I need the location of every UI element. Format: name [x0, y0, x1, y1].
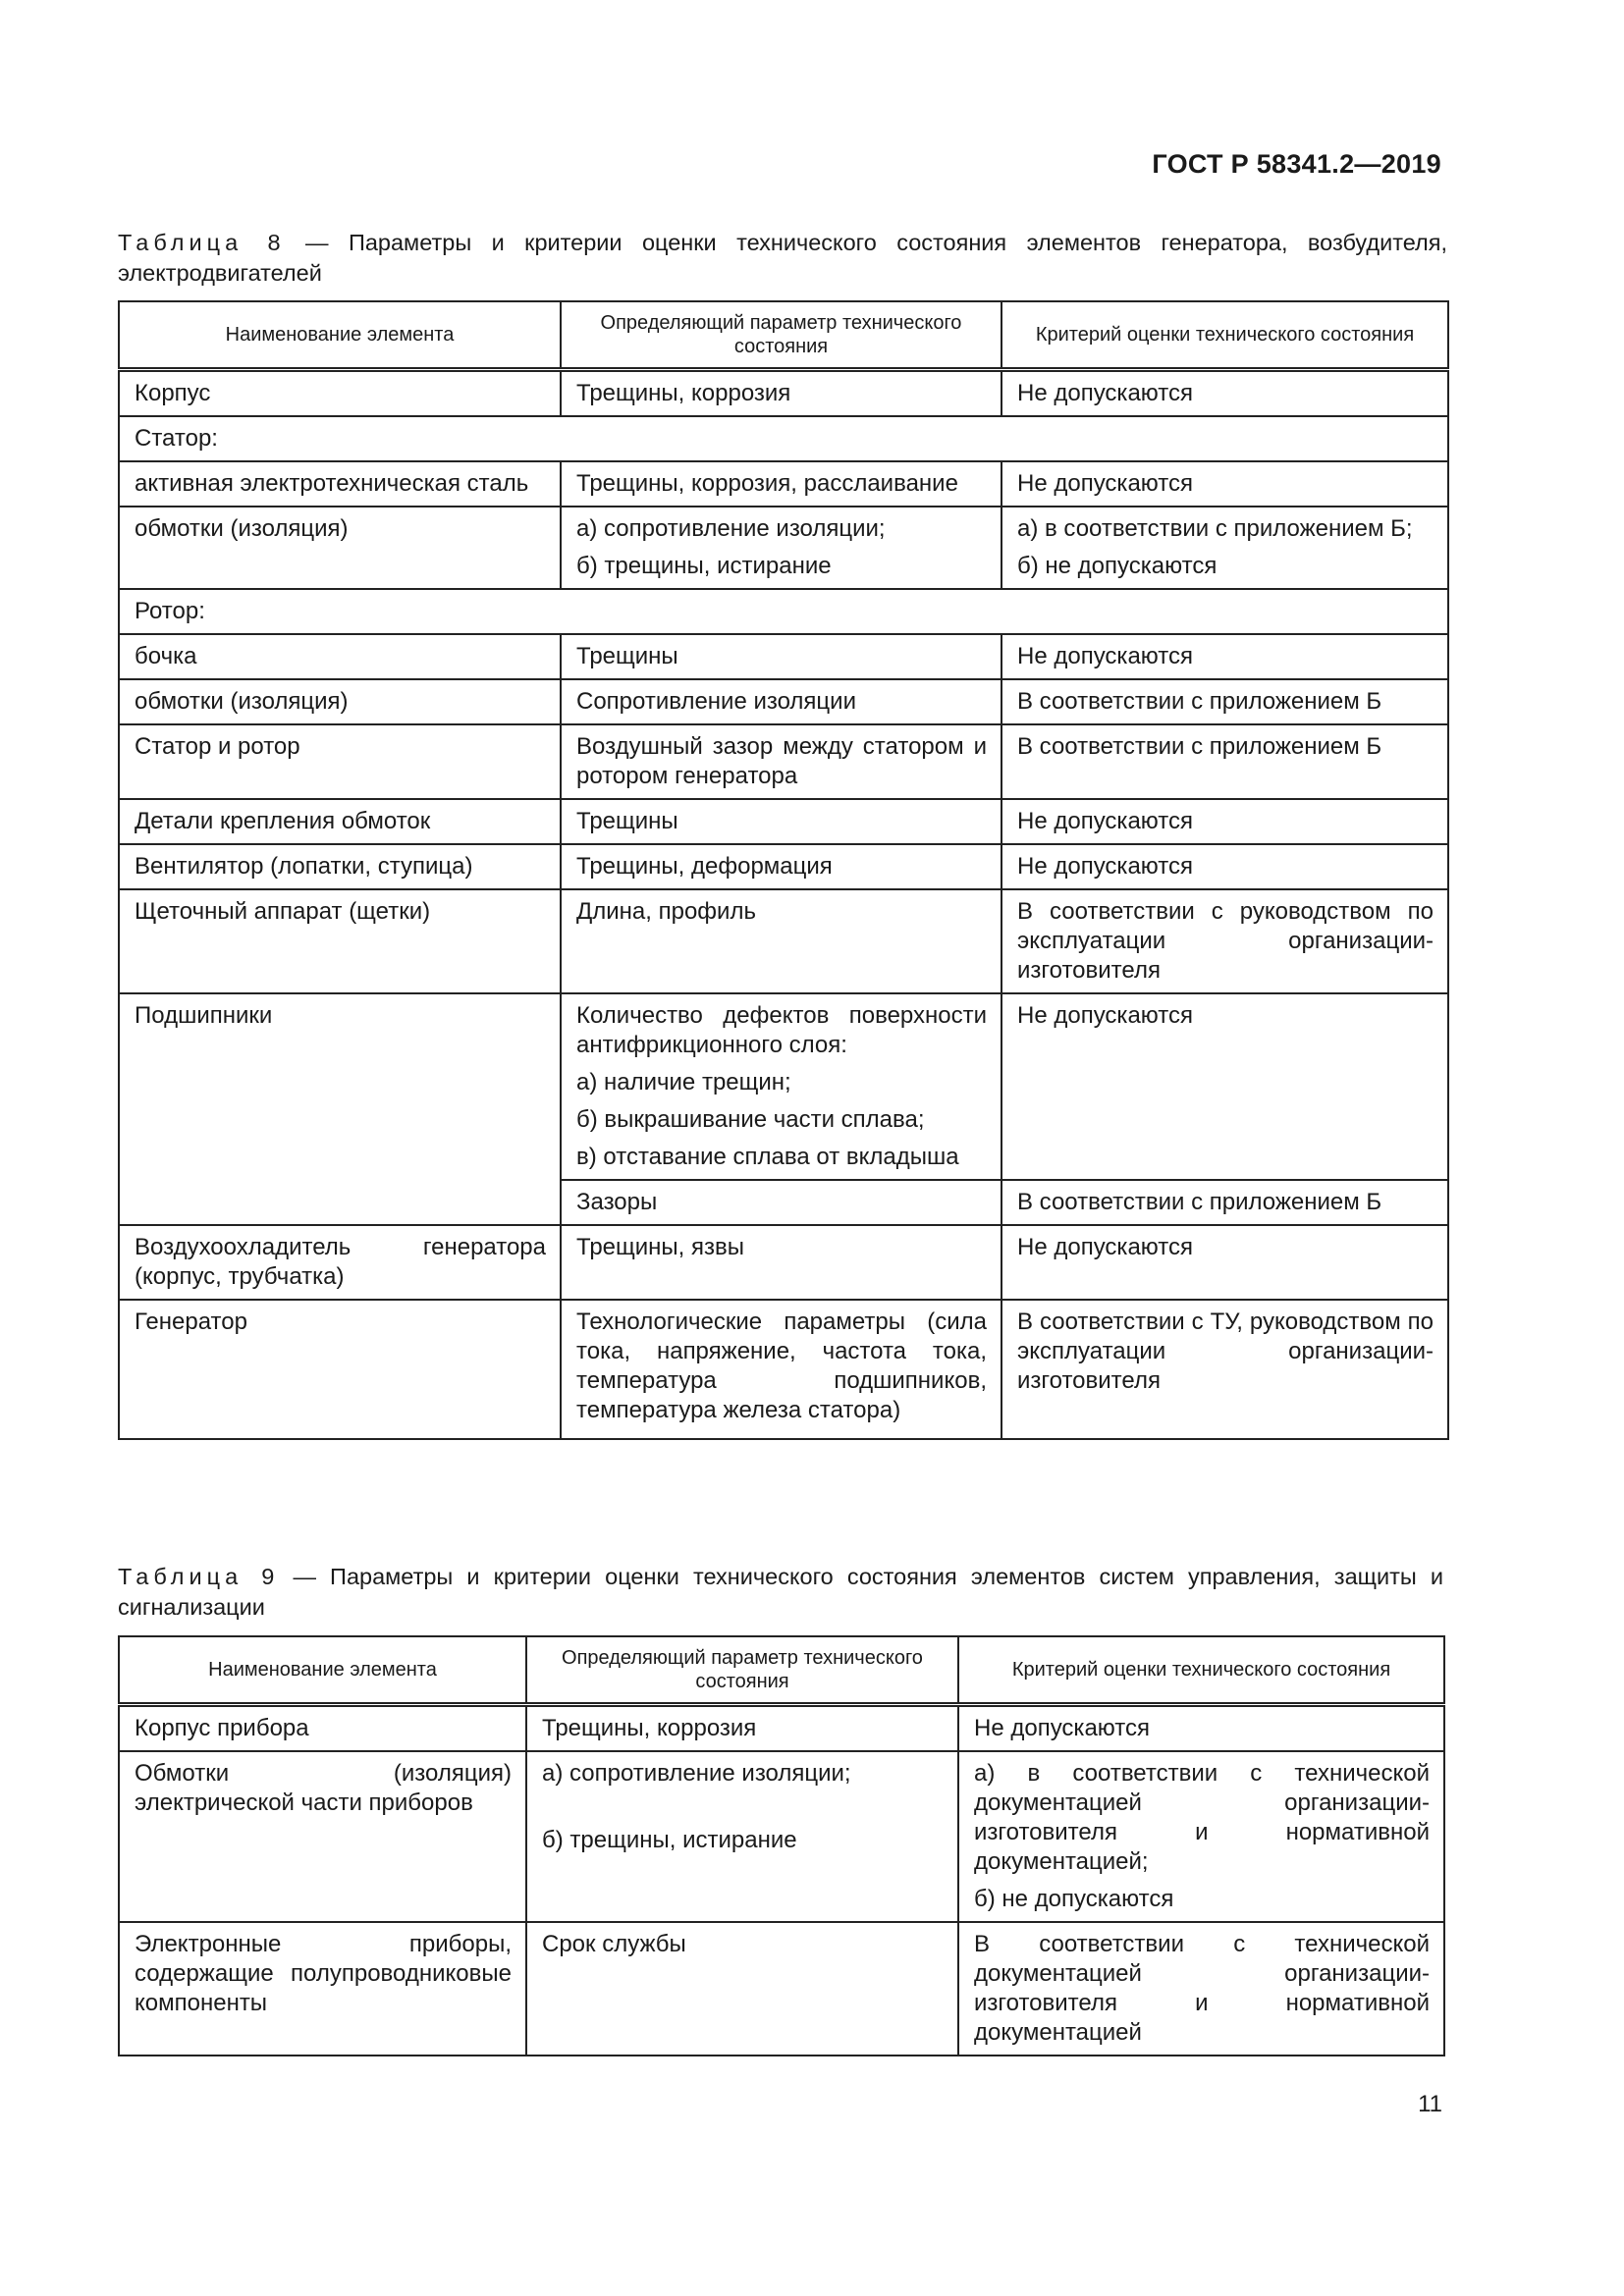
cell-element: Корпус	[119, 370, 561, 417]
table-row	[119, 507, 1448, 589]
param-line: а) наличие трещин;	[576, 1069, 791, 1095]
param-line: в) отставание сплава от вкладыша	[576, 1144, 959, 1170]
criterion-line: б) не допускаются	[974, 1886, 1174, 1912]
param-line: а) сопротивление изоляции;	[542, 1760, 851, 1787]
table-row	[119, 993, 1448, 1180]
table-group-row	[119, 416, 1448, 461]
cell-parameter	[561, 993, 1001, 1180]
cell-element: Подшипники	[119, 993, 561, 1225]
table-8-caption	[118, 228, 1447, 289]
cell-parameter	[526, 1751, 958, 1922]
column-header-parameter: Определяющий параметр технического состояния	[526, 1636, 958, 1705]
table-row	[119, 461, 1448, 507]
cell-parameter: Технологические параметры (сила тока, напряжение, частота тока, температура подшипников, температура железа статора)	[561, 1300, 1001, 1439]
param-intro: Количество дефектов поверхности антифрикционного слоя:	[576, 1002, 987, 1058]
column-header-element: Наименование элемента	[119, 1636, 526, 1705]
table-9-caption	[118, 1562, 1443, 1623]
cell-element: обмотки (изоляция)	[119, 679, 561, 724]
cell-element: Детали крепления обмоток	[119, 799, 561, 844]
cell-criterion: В соответствии с приложением Б	[1001, 679, 1448, 724]
table-9-label: Таблица 9	[118, 1564, 280, 1589]
column-header-criterion: Критерий оценки технического состояния	[1001, 301, 1448, 370]
cell-criterion	[958, 1751, 1444, 1922]
cell-element: Статор и ротор	[119, 724, 561, 799]
table-9	[118, 1635, 1445, 2056]
page-number: 11	[1418, 2091, 1442, 2117]
cell-parameter: Длина, профиль	[561, 889, 1001, 993]
cell-element: Корпус прибора	[119, 1705, 526, 1752]
cell-criterion: В соответствии с приложением Б	[1001, 724, 1448, 799]
cell-parameter: Трещины, коррозия, расслаивание	[561, 461, 1001, 507]
criterion-line: а) в соответствии с приложением Б;	[1017, 515, 1413, 542]
table-8	[118, 300, 1449, 1440]
cell-criterion: Не допускаются	[1001, 370, 1448, 417]
table-row	[119, 1922, 1444, 2056]
cell-criterion: Не допускаются	[1001, 844, 1448, 889]
cell-criterion: В соответствии с ТУ, руководством по эксплуатации организации-изготовителя	[1001, 1300, 1448, 1439]
cell-criterion: Не допускаются	[1001, 993, 1448, 1180]
table-row	[119, 634, 1448, 679]
param-line: б) трещины, истирание	[576, 553, 832, 579]
table-8-label: Таблица 8	[118, 230, 286, 255]
cell-element: Обмотки (изоляция) электрической части приборов	[119, 1751, 526, 1922]
cell-criterion: В соответствии с приложением Б	[1001, 1180, 1448, 1225]
table-row	[119, 679, 1448, 724]
cell-parameter: Воздушный зазор между статором и ротором генератора	[561, 724, 1001, 799]
cell-element: обмотки (изоляция)	[119, 507, 561, 589]
cell-parameter: Трещины, язвы	[561, 1225, 1001, 1300]
cell-criterion: Не допускаются	[958, 1705, 1444, 1752]
group-label-stator: Статор:	[119, 416, 1448, 461]
cell-parameter: Зазоры	[561, 1180, 1001, 1225]
cell-element: активная электротехническая сталь	[119, 461, 561, 507]
param-line: б) трещины, истирание	[542, 1827, 797, 1853]
cell-criterion: Не допускаются	[1001, 1225, 1448, 1300]
table-row	[119, 1225, 1448, 1300]
table-row	[119, 844, 1448, 889]
table-8-title: — Параметры и критерии оценки технического состояния элементов генератора, возбудителя, электродвигателей	[118, 230, 1447, 286]
cell-parameter: Сопротивление изоляции	[561, 679, 1001, 724]
table-row	[119, 1300, 1448, 1439]
param-line: а) сопротивление изоляции;	[576, 515, 886, 542]
cell-criterion: Не допускаются	[1001, 799, 1448, 844]
cell-criterion	[1001, 507, 1448, 589]
cell-element: Генератор	[119, 1300, 561, 1439]
table-9-title: — Параметры и критерии оценки технического состояния элементов систем управления, защиты и сигнализации	[118, 1564, 1443, 1620]
table-row	[119, 370, 1448, 417]
table-row	[119, 1751, 1444, 1922]
cell-parameter: Трещины	[561, 799, 1001, 844]
cell-element: Щеточный аппарат (щетки)	[119, 889, 561, 993]
column-header-criterion: Критерий оценки технического состояния	[958, 1636, 1444, 1705]
column-header-parameter: Определяющий параметр технического состояния	[561, 301, 1001, 370]
cell-parameter: Трещины, коррозия	[526, 1705, 958, 1752]
cell-element: бочка	[119, 634, 561, 679]
param-line: б) выкрашивание части сплава;	[576, 1106, 925, 1133]
cell-element: Электронные приборы, содержащие полупроводниковые компоненты	[119, 1922, 526, 2056]
cell-parameter: Трещины, коррозия	[561, 370, 1001, 417]
column-header-element: Наименование элемента	[119, 301, 561, 370]
criterion-line: а) в соответствии с технической документацией организации-изготовителя и нормативной документацией;	[974, 1760, 1430, 1875]
cell-parameter: Трещины, деформация	[561, 844, 1001, 889]
cell-criterion: В соответствии с руководством по эксплуатации организации-изготовителя	[1001, 889, 1448, 993]
table-header-row	[119, 301, 1448, 370]
table-header-row	[119, 1636, 1444, 1705]
document-id: ГОСТ Р 58341.2—2019	[1152, 149, 1441, 179]
cell-element: Воздухоохладитель генератора (корпус, трубчатка)	[119, 1225, 561, 1300]
cell-parameter	[561, 507, 1001, 589]
group-label-rotor: Ротор:	[119, 589, 1448, 634]
table-row	[119, 799, 1448, 844]
cell-element: Вентилятор (лопатки, ступица)	[119, 844, 561, 889]
cell-parameter: Срок службы	[526, 1922, 958, 2056]
cell-parameter: Трещины	[561, 634, 1001, 679]
table-row	[119, 1705, 1444, 1752]
cell-criterion: Не допускаются	[1001, 634, 1448, 679]
cell-criterion: Не допускаются	[1001, 461, 1448, 507]
criterion-line: б) не допускаются	[1017, 553, 1218, 579]
cell-criterion: В соответствии с технической документацией организации-изготовителя и нормативной документацией	[958, 1922, 1444, 2056]
table-row	[119, 889, 1448, 993]
table-row	[119, 724, 1448, 799]
table-group-row	[119, 589, 1448, 634]
